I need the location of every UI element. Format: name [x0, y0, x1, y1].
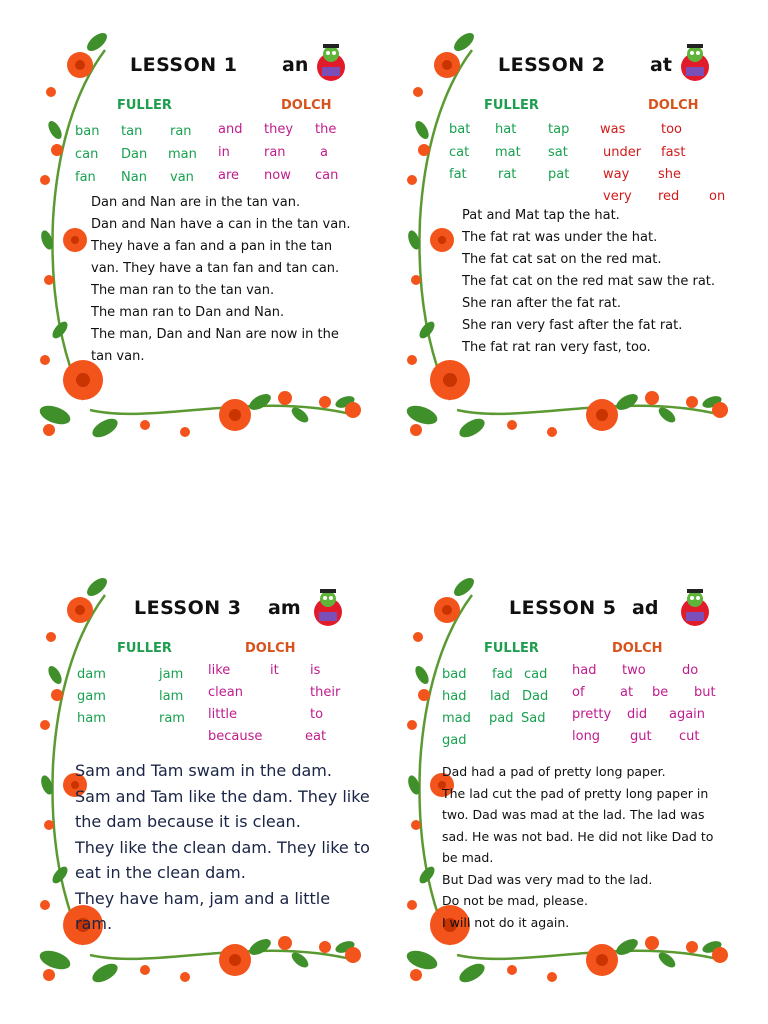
story-line: Pat and Mat tap the hat.: [462, 208, 620, 223]
fuller-word: lad: [490, 689, 510, 704]
dolch-word: the: [315, 122, 337, 137]
fuller-heading: FULLER: [117, 641, 172, 656]
fuller-word: hat: [495, 122, 517, 137]
dolch-heading: DOLCH: [281, 98, 332, 113]
dolch-word: eat: [305, 729, 327, 744]
dolch-word: pretty: [572, 707, 612, 722]
word-family-suffix: ad: [632, 597, 659, 619]
dolch-word: gut: [630, 729, 652, 744]
fuller-heading: FULLER: [484, 98, 539, 113]
dolch-word: can: [315, 168, 339, 183]
fuller-word: Dad: [522, 689, 549, 704]
word-family-suffix: at: [650, 54, 672, 76]
dolch-word: she: [658, 167, 682, 182]
fuller-word: gam: [77, 689, 106, 704]
fuller-word: tan: [121, 124, 143, 139]
story-line: Sam and Tam like the dam. They like the dam because it is clean.: [75, 786, 370, 831]
story-line: The fat rat ran very fast, too.: [462, 340, 651, 355]
fuller-word: gad: [442, 733, 467, 748]
story-line: Dan and Nan are in the tan van.: [91, 195, 301, 210]
dolch-word: long: [572, 729, 601, 744]
story-line: The fat rat was under the hat.: [462, 230, 658, 245]
fuller-word: tap: [548, 122, 570, 137]
lesson-title: LESSON 2: [498, 54, 606, 76]
story-text: [442, 761, 732, 933]
dolch-word: but: [694, 685, 716, 700]
dolch-heading: DOLCH: [245, 641, 296, 656]
fuller-word: ham: [77, 711, 106, 726]
dolch-word: too: [661, 122, 683, 137]
dolch-heading: DOLCH: [612, 641, 663, 656]
dolch-word: do: [682, 663, 699, 678]
dolch-word: a: [320, 145, 328, 160]
dolch-word: very: [603, 189, 632, 204]
dolch-word: like: [208, 663, 231, 678]
dolch-word: cut: [679, 729, 700, 744]
story-text: [91, 192, 359, 368]
bookworm-apple-icon: [310, 40, 352, 82]
fuller-word: cat: [449, 145, 470, 160]
story-line: But Dad was very mad to the lad.: [442, 871, 653, 887]
dolch-word: clean: [208, 685, 243, 700]
story-line: Dan and Nan have a can in the tan van.: [91, 217, 351, 232]
story-text: [75, 758, 371, 937]
fuller-word: mad: [442, 711, 471, 726]
lesson-5-card: [402, 575, 742, 975]
dolch-word: did: [627, 707, 648, 722]
fuller-word: Dan: [121, 147, 148, 162]
fuller-word: had: [442, 689, 467, 704]
dolch-word: and: [218, 122, 243, 137]
lesson-title: LESSON 1: [130, 54, 238, 76]
dolch-word: be: [652, 685, 669, 700]
word-family-suffix: am: [268, 597, 301, 619]
dolch-word: had: [572, 663, 597, 678]
dolch-word: is: [310, 663, 321, 678]
dolch-word: are: [218, 168, 240, 183]
dolch-word: to: [310, 707, 324, 722]
fuller-word: pad: [489, 711, 514, 726]
bookworm-apple-icon: [674, 585, 716, 627]
dolch-word: their: [310, 685, 341, 700]
word-family-suffix: an: [282, 54, 309, 76]
dolch-word: it: [270, 663, 279, 678]
dolch-word: of: [572, 685, 585, 700]
fuller-word: ban: [75, 124, 100, 139]
fuller-word: dam: [77, 667, 106, 682]
story-text: [462, 205, 742, 359]
dolch-word: under: [603, 145, 642, 160]
story-line: They like the clean dam. They like to eat in the clean dam.: [75, 837, 370, 882]
fuller-word: jam: [159, 667, 184, 682]
dolch-word: fast: [661, 145, 686, 160]
fuller-word: Nan: [121, 170, 147, 185]
fuller-heading: FULLER: [484, 641, 539, 656]
fuller-word: cad: [524, 667, 548, 682]
story-line: They have ham, jam and a little ram.: [75, 888, 331, 933]
fuller-word: mat: [495, 145, 521, 160]
story-line: She ran very fast after the fat rat.: [462, 318, 683, 333]
story-line: The man, Dan and Nan are now in the tan van.: [91, 327, 339, 364]
story-line: Dad had a pad of pretty long paper.: [442, 764, 666, 779]
story-line: I will not do it again.: [442, 914, 570, 930]
fuller-word: van: [170, 170, 194, 185]
fuller-word: lam: [159, 689, 184, 704]
story-line: She ran after the fat rat.: [462, 296, 621, 311]
dolch-word: way: [603, 167, 630, 182]
dolch-word: in: [218, 145, 230, 160]
dolch-heading: DOLCH: [648, 98, 699, 113]
fuller-word: man: [168, 147, 197, 162]
dolch-word: ran: [264, 145, 286, 160]
dolch-word: little: [208, 707, 238, 722]
story-line: The man ran to Dan and Nan.: [91, 305, 285, 320]
dolch-word: red: [658, 189, 680, 204]
dolch-word: at: [620, 685, 634, 700]
dolch-word: because: [208, 729, 263, 744]
fuller-heading: FULLER: [117, 98, 172, 113]
story-line: They have a fan and a pan in the tan van. They have a tan fan and tan can.: [91, 239, 340, 276]
lesson-2-card: [402, 30, 742, 430]
fuller-word: rat: [498, 167, 517, 182]
fuller-word: pat: [548, 167, 570, 182]
lesson-title: LESSON 3: [134, 597, 242, 619]
fuller-word: can: [75, 147, 99, 162]
story-line: The fat cat on the red mat saw the rat.: [462, 274, 716, 289]
story-line: The man ran to the tan van.: [91, 283, 275, 298]
fuller-word: bad: [442, 667, 467, 682]
dolch-word: now: [264, 168, 291, 183]
dolch-word: again: [669, 707, 706, 722]
dolch-word: was: [600, 122, 626, 137]
fuller-word: ran: [170, 124, 192, 139]
fuller-word: Sad: [521, 711, 546, 726]
story-line: The fat cat sat on the red mat.: [462, 252, 662, 267]
bookworm-apple-icon: [307, 585, 349, 627]
lesson-title: LESSON 5: [509, 597, 617, 619]
fuller-word: fat: [449, 167, 467, 182]
dolch-word: on: [709, 189, 726, 204]
story-line: Sam and Tam swam in the dam.: [75, 761, 332, 780]
dolch-word: they: [264, 122, 294, 137]
fuller-word: fan: [75, 170, 96, 185]
dolch-word: two: [622, 663, 646, 678]
lesson-3-card: [35, 575, 375, 975]
story-line: The lad cut the pad of pretty long paper in two. Dad was mad at the lad. The lad was sad. He was not bad. He did not like Dad to be mad.: [442, 785, 714, 865]
lesson-1-card: [35, 30, 375, 430]
fuller-word: ram: [159, 711, 185, 726]
bookworm-apple-icon: [674, 40, 716, 82]
fuller-word: fad: [492, 667, 513, 682]
story-line: Do not be mad, please.: [442, 893, 588, 908]
fuller-word: sat: [548, 145, 568, 160]
fuller-word: bat: [449, 122, 471, 137]
